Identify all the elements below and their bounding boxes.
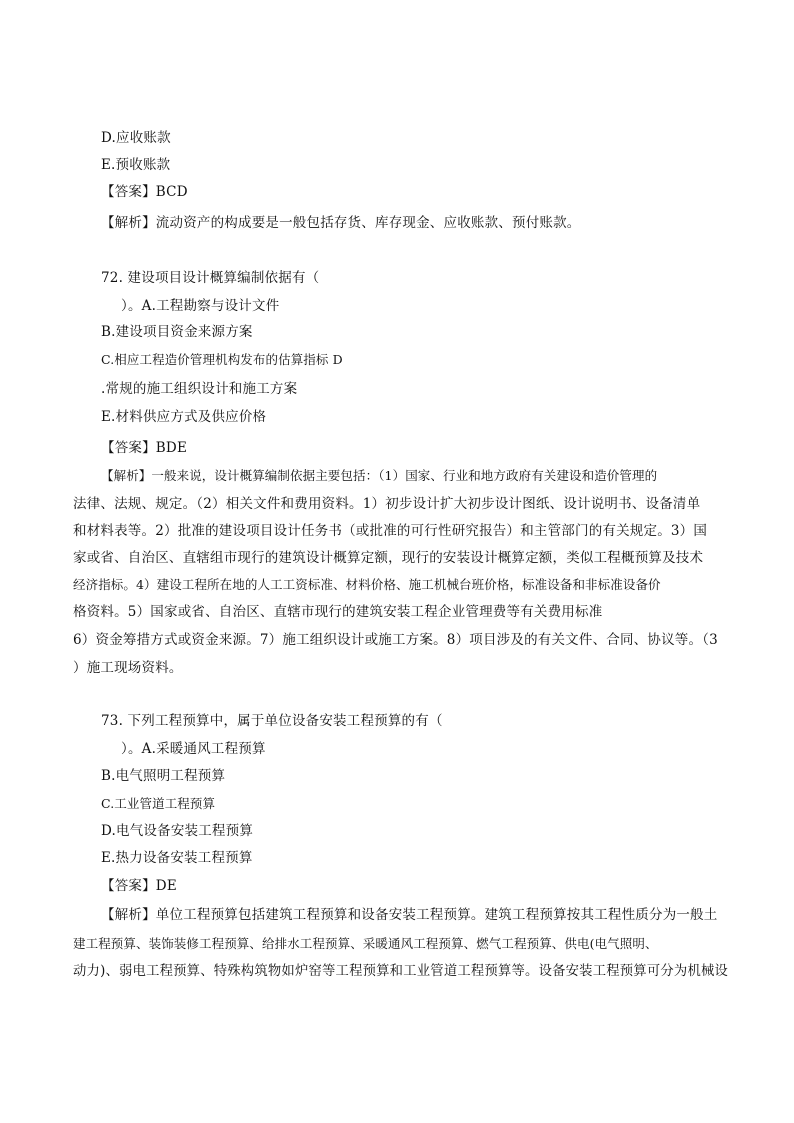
q72-analysis-line: 经济指标。4）建设工程所在地的人工工资标准、材料价格、施工机械台班价格，标准设备和非标准设备价 [73,577,661,592]
q72-option-b: B.建设项目资金来源方案 [101,324,253,340]
q73-stem-line1: 73. 下列工程预算中，属于单位设备安装工程预算的有（ [101,713,443,729]
q72-option-e: E.材料供应方式及供应价格 [101,409,267,425]
q72-analysis-line: 格资料。5）国家或省、自治区、直辖市现行的建筑安装工程企业管理费等有关费用标准 [73,604,603,620]
q72-analysis-line: 6）资金筹措方式或资金来源。7）施工组织设计或施工方案。8）项目涉及的有关文件、合同、协议等。（3 [73,632,718,648]
q72-analysis-line: 和材料表等。2）批准的建设项目设计任务书（或批准的可行性研究报告）和主管部门的有关规定。3）国 [73,523,708,539]
q73-option-b: B.电气照明工程预算 [101,768,226,784]
q73-stem-line2: ）。A.采暖通风工程预算 [121,741,266,757]
q73-answer: 【答案】DE [101,878,177,894]
q73-analysis-line: 动力)、弱电工程预算、特殊构筑物如炉窑等工程预算和工业管道工程预算等。设备安装工程预算可分为机械设 [73,963,729,979]
q72-option-c: C.相应工程造价管理机构发布的估算指标 D [101,352,343,367]
q72-analysis-line: ）施工现场资料。 [73,660,183,676]
q72-stem-line1: 72. 建设项目设计概算编制依据有（ [101,270,320,286]
q73-analysis-line: 建工程预算、装饰装修工程预算、给排水工程预算、采暖通风工程预算、燃气工程预算、供电(电气照明、 [73,936,658,951]
q72-analysis-line: 【解析】一般来说，设计概算编制依据主要包括：（1）国家、行业和地方政府有关建设和造价管理的 [101,468,658,483]
q72-stem-line2: ）。A.工程勘察与设计文件 [121,298,280,314]
q73-analysis-line: 【解析】单位工程预算包括建筑工程预算和设备安装工程预算。建筑工程预算按其工程性质分为一般土 [101,907,718,923]
q73-option-d: D.电气设备安装工程预算 [101,823,254,839]
q72-option-d: .常规的施工组织设计和施工方案 [101,381,298,397]
q73-option-e: E.热力设备安装工程预算 [101,850,253,866]
q71-analysis: 【解析】流动资产的构成要是一般包括存货、库存现金、应收账款、预付账款。 [101,215,581,231]
q71-option-d: D.应收账款 [101,130,171,146]
q72-analysis-line: 法律、法规、规定。（2）相关文件和费用资料。1）初步设计扩大初步设计图纸、设计说明书、设备清单 [73,496,701,512]
q73-option-c: C.工业管道工程预算 [101,796,216,811]
q71-option-e: E.预收账款 [101,157,171,173]
q71-answer: 【答案】BCD [101,184,188,200]
q72-answer: 【答案】BDE [101,440,187,456]
q72-analysis-line: 家或省、自治区、直辖组市现行的建筑设计概算定额，现行的安装设计概算定额，类似工程概预算及技术 [73,550,704,566]
